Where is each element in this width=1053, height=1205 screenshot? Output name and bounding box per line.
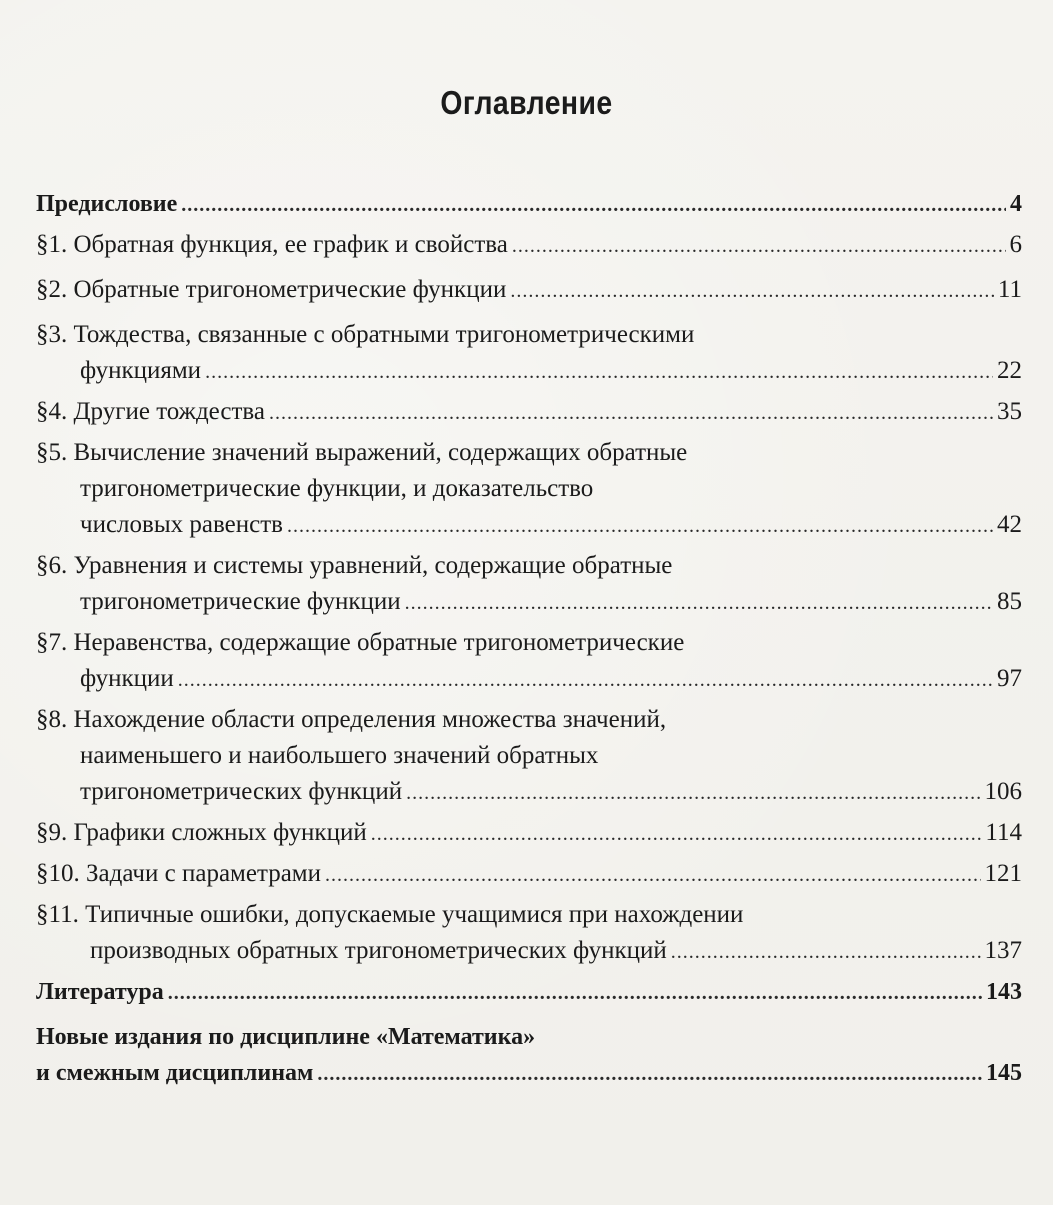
toc-page-number: 121 (984, 860, 1022, 887)
toc-page-number: 106 (984, 778, 1022, 805)
toc-entry-title: §9. Графики сложных функций (36, 819, 367, 846)
toc-leader-dots (317, 1056, 982, 1092)
toc-page-number: 6 (1009, 231, 1022, 258)
toc-page-number: 137 (984, 937, 1022, 964)
toc-entry-title-line: тригонометрические функции (80, 588, 401, 615)
toc-entry-title-line: §3. Тождества, связанные с обратными тригонометрическими (36, 321, 695, 348)
toc-entry-section-4 (36, 394, 1022, 431)
toc-entry-section-7 (36, 625, 1022, 698)
toc-entry-title-line: Новые издания по дисциплине «Математика» (36, 1024, 536, 1050)
toc-page-number: 145 (986, 1060, 1022, 1086)
toc-entry-title: §4. Другие тождества (36, 398, 265, 425)
toc-leader-dots (181, 187, 1006, 223)
toc-page-number: 4 (1010, 191, 1022, 217)
toc-entry-section-8 (36, 702, 1022, 811)
toc-leader-dots (178, 662, 993, 698)
toc-leader-dots (405, 585, 993, 621)
toc-leader-dots (406, 775, 980, 811)
toc-entry-title-line: производных обратных тригонометрических функций (90, 937, 667, 964)
toc-entry-title-line: функциями (80, 357, 202, 384)
toc-leader-dots (325, 857, 981, 893)
toc-entry-section-2 (36, 272, 1022, 309)
toc-leader-dots (168, 975, 982, 1011)
toc-entry-title: §2. Обратные тригонометрические функции (36, 276, 507, 303)
table-of-contents (36, 186, 1022, 1092)
toc-page-number: 85 (997, 588, 1022, 615)
toc-entry-title-line: §5. Вычисление значений выражений, содержащих обратные (36, 439, 688, 466)
toc-leader-dots (671, 934, 981, 970)
toc-entry-title-line: §7. Неравенства, содержащие обратные тригонометрические (36, 629, 685, 656)
toc-page-number: 11 (997, 276, 1022, 303)
toc-entry-title-line: функции (80, 665, 174, 692)
toc-entry-new-editions (36, 1019, 1022, 1092)
toc-entry-section-3 (36, 317, 1022, 390)
toc-entry-section-11 (36, 897, 1022, 970)
toc-entry-title: Предисловие (36, 191, 178, 217)
toc-entry-title-line: §11. Типичные ошибки, допускаемые учащимися при нахождении (36, 901, 744, 928)
toc-entry-title-line: и смежным дисциплинам (36, 1060, 314, 1086)
toc-entry-title: Литература (36, 979, 164, 1005)
toc-entry-title: §1. Обратная функция, ее график и свойства (36, 231, 508, 258)
toc-entry-title: §10. Задачи с параметрами (36, 860, 321, 887)
toc-entry-title-line: наименьшего и наибольшего значений обратных (80, 742, 599, 769)
toc-entry-title-line: тригонометрических функций (80, 778, 403, 805)
toc-page-number: 42 (997, 511, 1022, 538)
toc-page-number: 97 (997, 665, 1022, 692)
toc-leader-dots (287, 508, 993, 544)
toc-entry-bibliography (36, 974, 1022, 1011)
toc-leader-dots (269, 395, 993, 431)
toc-entry-title-line: числовых равенств (80, 511, 283, 538)
toc-leader-dots (510, 273, 994, 309)
toc-entry-title-line: §6. Уравнения и системы уравнений, содержащие обратные (36, 552, 673, 579)
toc-entry-section-1 (36, 227, 1022, 264)
toc-entry-section-5 (36, 435, 1022, 544)
toc-page-number: 143 (986, 979, 1022, 1005)
toc-entry-preface (36, 186, 1022, 223)
toc-leader-dots (371, 816, 982, 852)
toc-entry-section-6 (36, 548, 1022, 621)
toc-page-number: 22 (997, 357, 1022, 384)
toc-page-number: 35 (997, 398, 1022, 425)
toc-leader-dots (512, 228, 1006, 264)
toc-page-number: 114 (985, 819, 1022, 846)
toc-entry-section-9 (36, 815, 1022, 852)
toc-entry-title-line: тригонометрические функции, и доказательство (80, 475, 594, 502)
toc-leader-dots (205, 354, 993, 390)
page-title: Оглавление (440, 84, 613, 121)
toc-entry-title-line: §8. Нахождение области определения множества значений, (36, 706, 667, 733)
toc-entry-section-10 (36, 856, 1022, 893)
